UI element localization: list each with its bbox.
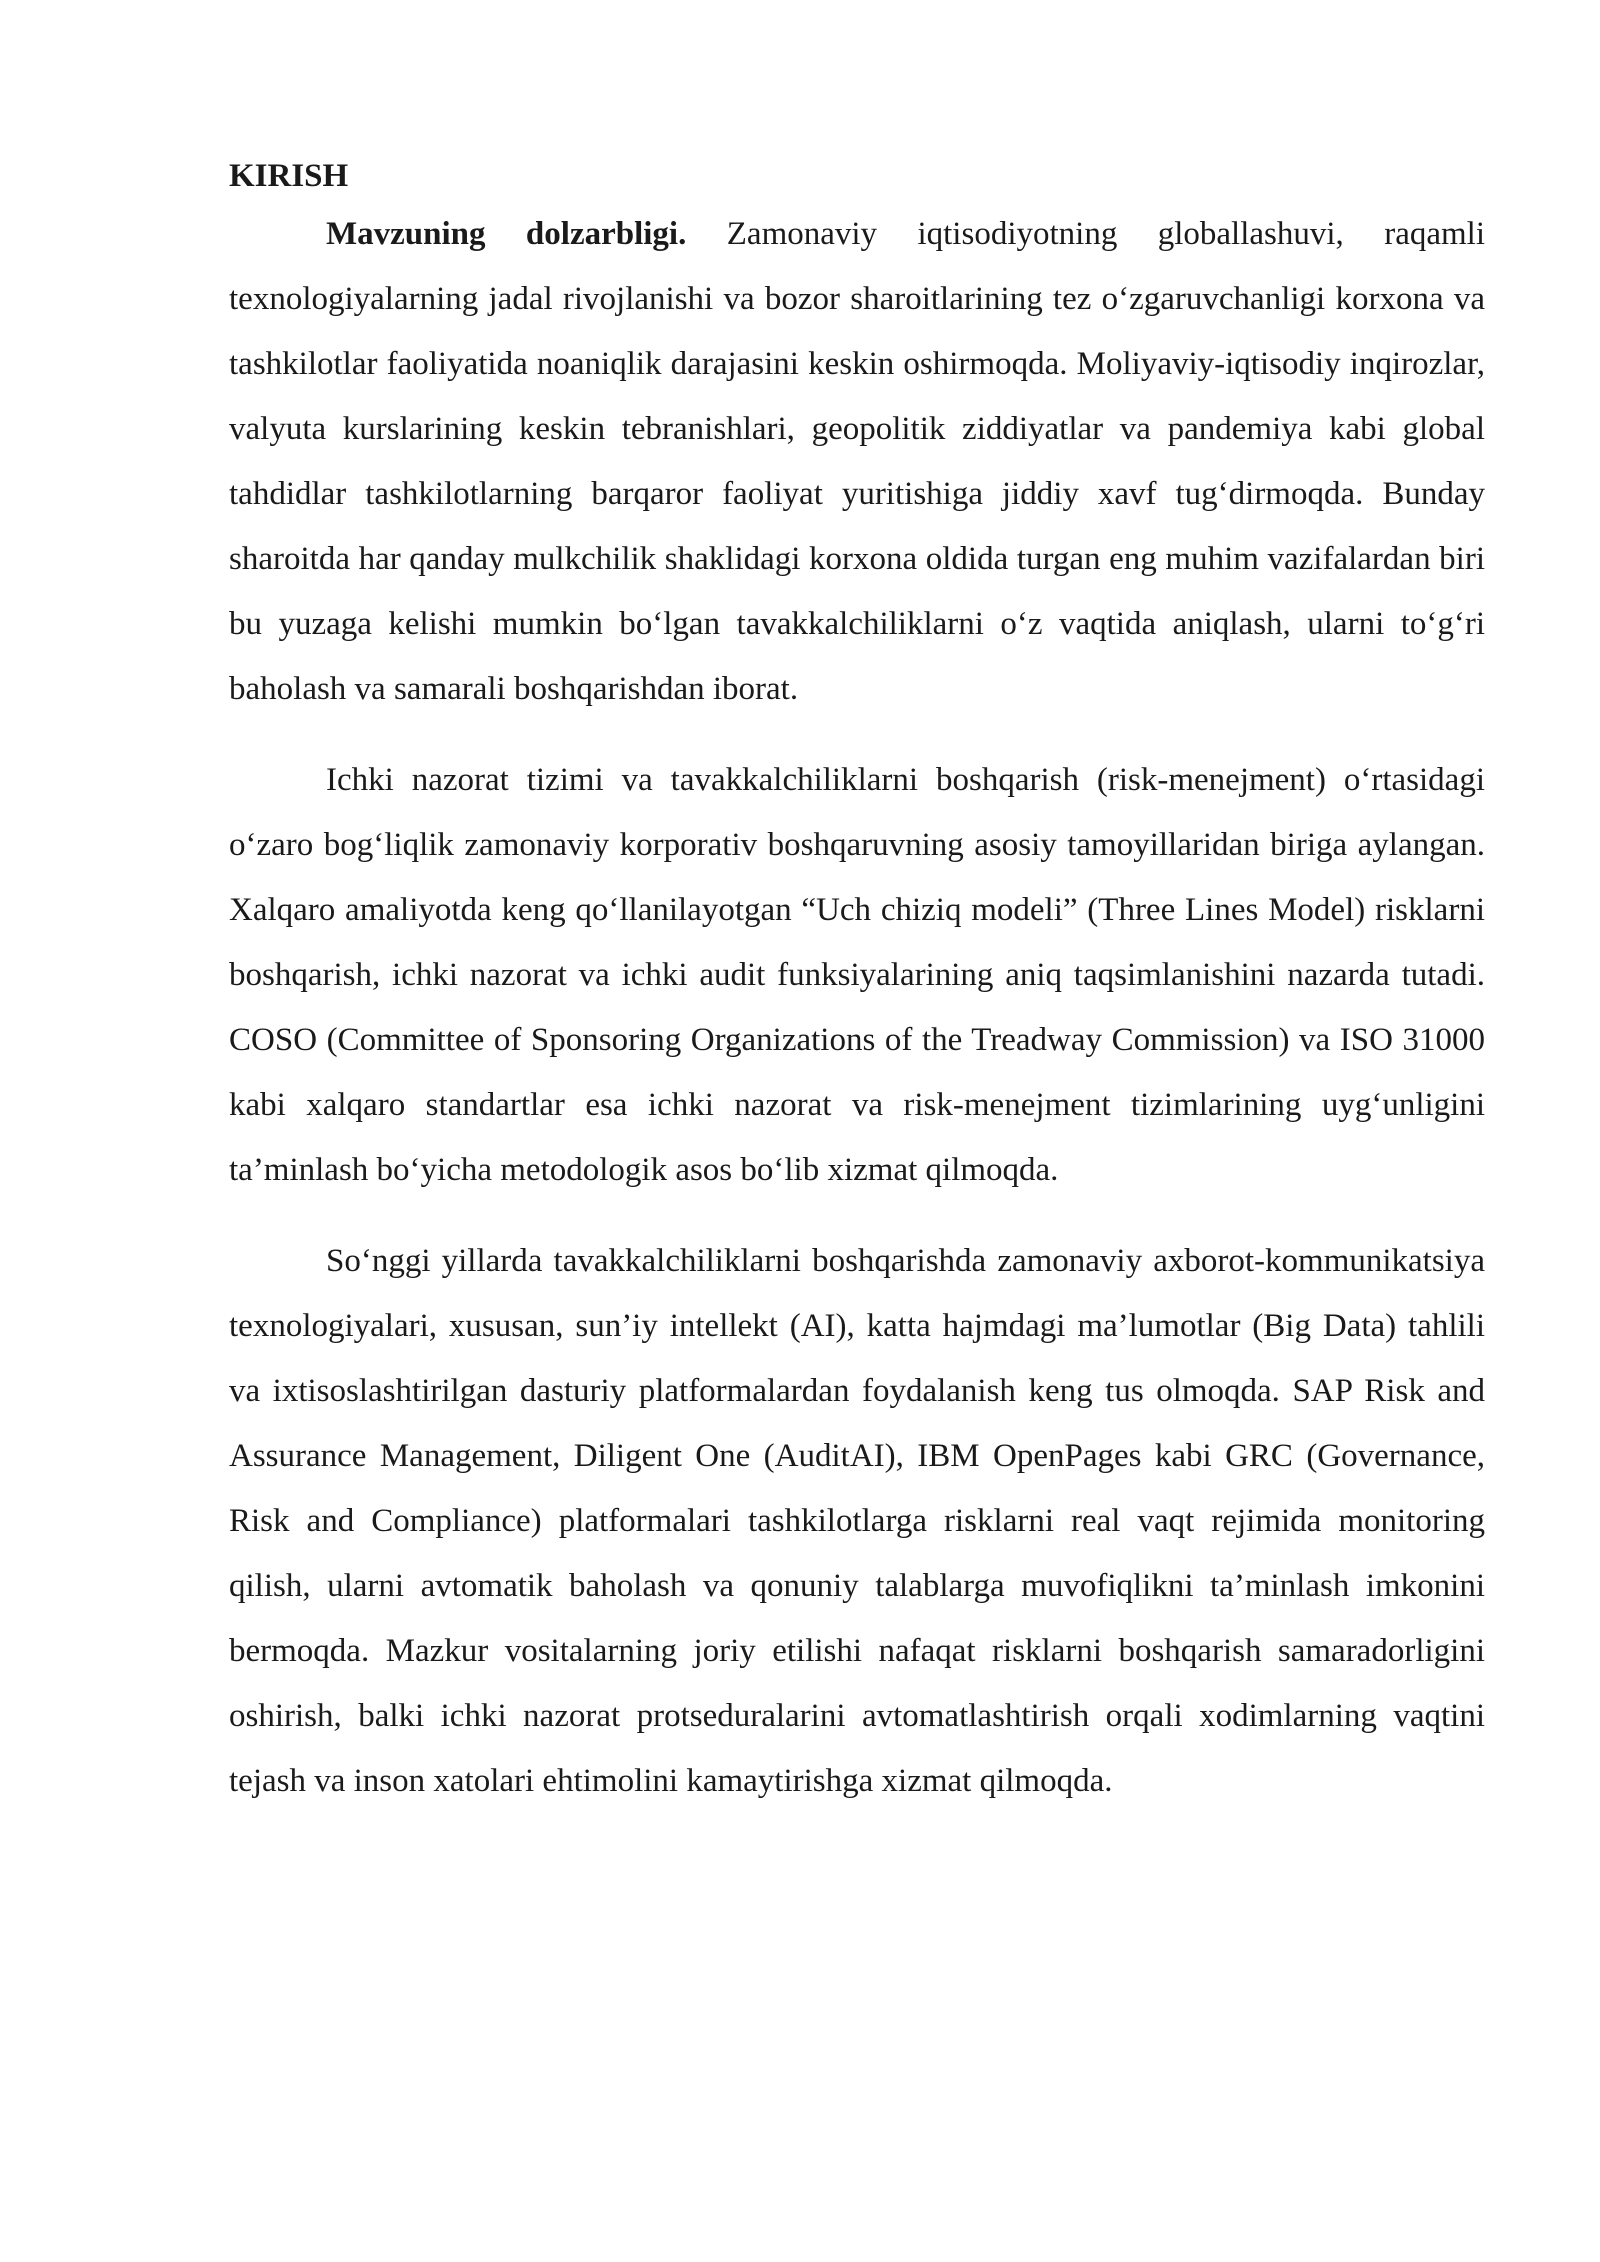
document-body bbox=[229, 150, 1485, 1814]
paragraph-relevance bbox=[229, 202, 1485, 722]
lead-label: Mavzuning dolzarbligi. bbox=[326, 216, 687, 252]
section-heading: KIRISH bbox=[229, 158, 349, 194]
paragraph-technology: So‘nggi yillarda tavakkalchiliklarni boshqarishda zamonaviy axborot-kommunikatsiya texnologiyalari, xususan, sun’iy intellekt (AI), katta hajmdagi ma’lumotlar (Big Data) tahlili va ixtisoslashtirilgan dasturiy platformalardan foydalanish keng tus olmoqda. SAP Risk and Assurance Management, Diligent One (AuditAI), IBM OpenPages kabi GRC (Governance, Risk and Compliance) platformalari tashkilotlarga risklarni real vaqt rejimida monitoring qilish, ularni avtomatik baholash va qonuniy talablarga muvofiqlikni ta’minlash imkonini bermoqda. Mazkur vositalarning joriy etilishi nafaqat risklarni boshqarish samaradorligini oshirish, balki ichki nazorat protseduralarini avtomatlashtirish orqali xodimlarning vaqtini tejash va inson xatolari ehtimolini kamaytirishga xizmat qilmoqda. bbox=[229, 1243, 1485, 1799]
paragraph-internal-control: Ichki nazorat tizimi va tavakkalchiliklarni boshqarish (risk-menejment) o‘rtasidagi o‘zaro bog‘liqlik zamonaviy korporativ boshqaruvning asosiy tamoyillaridan biriga aylangan. Xalqaro amaliyotda keng qo‘llanilayotgan “Uch chiziq modeli” (Three Lines Model) risklarni boshqarish, ichki nazorat va ichki audit funksiyalarining aniq taqsimlanishini nazarda tutadi. COSO (Committee of Sponsoring Organizations of the Treadway Commission) va ISO 31000 kabi xalqaro standartlar esa ichki nazorat va risk-menejment tizimlarining uyg‘unligini ta’minlash bo‘yicha metodologik asos bo‘lib xizmat qilmoqda. bbox=[229, 762, 1485, 1188]
paragraph-text: Zamonaviy iqtisodiyotning globallashuvi, raqamli texnologiyalarning jadal rivojlanishi va bozor sharoitlarining tez o‘zgaruvchanligi korxona va tashkilotlar faoliyatida noaniqlik darajasini keskin oshirmoqda. Moliyaviy-iqtisodiy inqirozlar, valyuta kurslarining keskin tebranishlari, geopolitik ziddiyatlar va pandemiya kabi global tahdidlar tashkilotlarning barqaror faoliyat yuritishiga jiddiy xavf tug‘dirmoqda. Bunday sharoitda har qanday mulkchilik shaklidagi korxona oldida turgan eng muhim vazifalardan biri bu yuzaga kelishi mumkin bo‘lgan tavakkalchiliklarni o‘z vaqtida aniqlash, ularni to‘g‘ri baholash va samarali boshqarishdan iborat. bbox=[229, 216, 1485, 707]
